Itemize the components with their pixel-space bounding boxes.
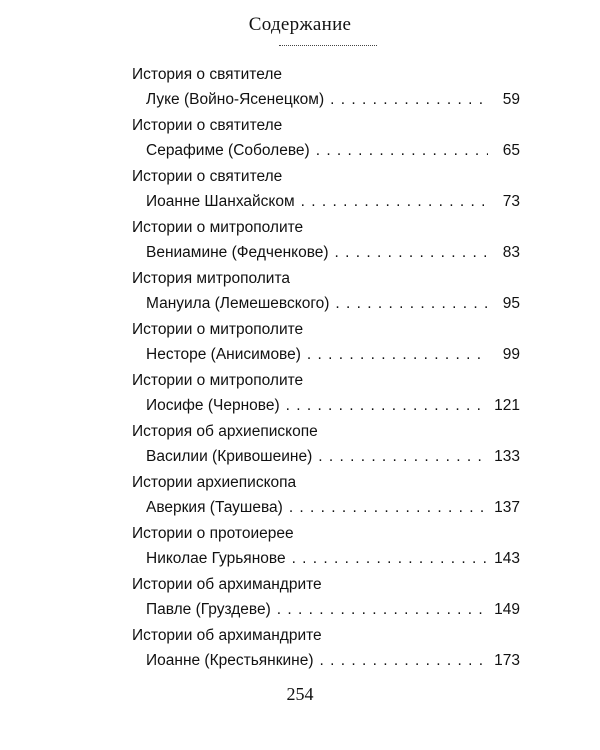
toc-entry-page-number: 121 — [494, 397, 520, 414]
toc-entry-subject: Серафиме (Соболеве) — [146, 142, 310, 159]
toc-entry-heading: История митрополита — [132, 270, 290, 287]
dot-leader — [292, 546, 488, 571]
toc-entry-subject-line — [146, 546, 520, 571]
toc-entry-subject: Несторе (Анисимове) — [146, 346, 301, 363]
toc-entry-subject-line — [146, 342, 520, 367]
toc-entry — [132, 164, 520, 215]
toc-entry — [132, 266, 520, 317]
page-title: Содержание — [248, 14, 352, 35]
toc-entry-heading: История об архиепископе — [132, 423, 318, 440]
toc-entry-subject-line — [146, 444, 520, 469]
toc-entry-heading: Истории об архимандрите — [132, 576, 322, 593]
toc-entry-subject-line — [146, 597, 520, 622]
dot-leader — [307, 342, 488, 367]
toc-entry-heading: Истории о митрополите — [132, 372, 304, 389]
dot-leader — [335, 240, 488, 265]
toc-entry-subject-line — [146, 495, 520, 520]
toc-entry-subject: Аверкия (Таушева) — [146, 499, 283, 516]
toc-entry — [132, 215, 520, 266]
toc-entry-page-number: 173 — [494, 652, 520, 669]
toc-entry — [132, 62, 520, 113]
toc-entry-subject-line — [146, 87, 520, 112]
toc-entry-page-number: 95 — [502, 295, 520, 312]
toc-entry-page-number: 99 — [502, 346, 520, 363]
toc-entry — [132, 317, 520, 368]
toc-entry-page-number: 133 — [494, 448, 520, 465]
dot-leader — [330, 87, 488, 112]
page-number: 254 — [286, 684, 314, 704]
toc-entry-heading: Истории об архимандрите — [132, 627, 322, 644]
dot-leader — [289, 495, 488, 520]
toc-entry-page-number: 137 — [494, 499, 520, 516]
toc-entry-heading: История о святителе — [132, 66, 282, 83]
toc-entry-page-number: 73 — [502, 193, 520, 210]
dot-leader — [318, 444, 488, 469]
toc-entry-subject-line — [146, 240, 520, 265]
toc-entry-heading: Истории о митрополите — [132, 219, 304, 236]
toc-entry-page-number: 83 — [502, 244, 520, 261]
toc-entry-subject-line — [146, 648, 520, 673]
toc-entry-subject: Павле (Груздеве) — [146, 601, 271, 618]
toc-entry-subject: Николае Гурьянове — [146, 550, 286, 567]
toc-entry-page-number: 143 — [494, 550, 520, 567]
dot-leader — [277, 597, 488, 622]
dot-leader — [320, 648, 488, 673]
toc-entry — [132, 368, 520, 419]
dot-leader — [301, 189, 488, 214]
toc-entry — [132, 470, 520, 521]
toc-entry-heading: Истории о протоиерее — [132, 525, 294, 542]
toc-entry-page-number: 149 — [494, 601, 520, 618]
toc-entry-subject: Мануила (Лемешевского) — [146, 295, 330, 312]
toc-entry — [132, 113, 520, 164]
toc-entry — [132, 572, 520, 623]
toc-entry — [132, 623, 520, 674]
toc-entry-heading: Истории о святителе — [132, 168, 283, 185]
table-of-contents — [132, 62, 520, 674]
toc-entry-subject-line — [146, 291, 520, 316]
title-dotted-rule — [279, 45, 377, 46]
toc-entry-heading: Истории архиепископа — [132, 474, 297, 491]
toc-entry-subject: Иоанне (Крестьянкине) — [146, 652, 314, 669]
toc-entry-subject: Иосифе (Чернове) — [146, 397, 280, 414]
toc-entry — [132, 521, 520, 572]
dot-leader — [286, 393, 488, 418]
toc-entry-subject: Луке (Войно-Ясенецком) — [146, 91, 325, 108]
toc-entry-subject: Вениамине (Федченкове) — [146, 244, 329, 261]
toc-entry-page-number: 59 — [502, 91, 520, 108]
toc-entry-subject-line — [146, 138, 520, 163]
dot-leader — [335, 291, 488, 316]
toc-entry-heading: Истории о митрополите — [132, 321, 304, 338]
toc-entry-page-number: 65 — [502, 142, 520, 159]
toc-entry-subject-line — [146, 393, 520, 418]
dot-leader — [316, 138, 488, 163]
toc-entry-subject: Иоанне Шанхайском — [146, 193, 295, 210]
toc-entry-subject-line — [146, 189, 520, 214]
toc-entry — [132, 419, 520, 470]
toc-entry-heading: Истории о святителе — [132, 117, 283, 134]
toc-entry-subject: Василии (Кривошеине) — [146, 448, 313, 465]
